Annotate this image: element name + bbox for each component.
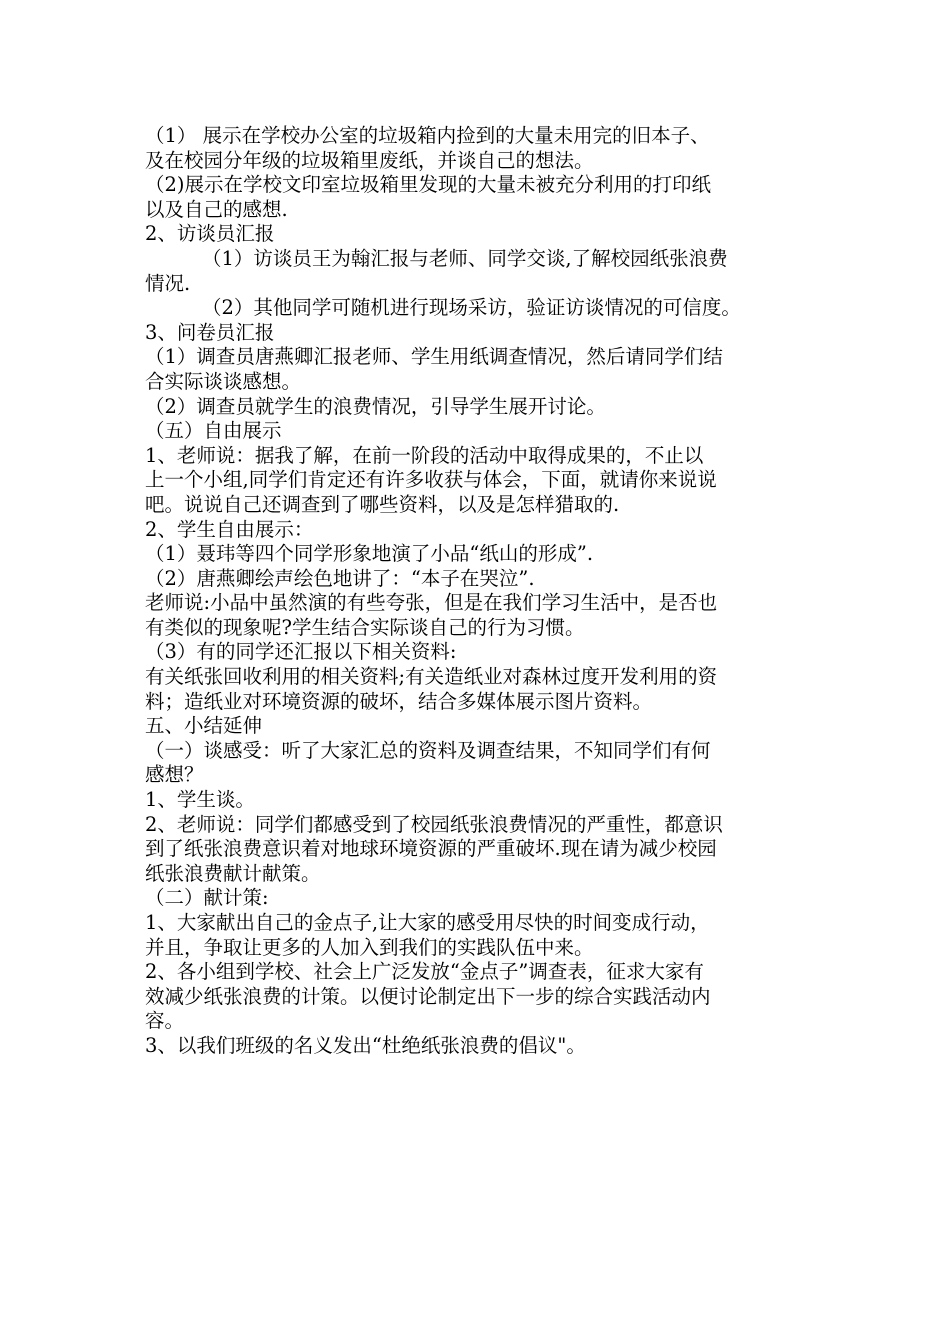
section-heading: 五、小结延伸 bbox=[145, 714, 263, 738]
paragraph-line: （2）唐燕卿绘声绘色地讲了：“本子在哭泣”. bbox=[145, 566, 535, 590]
paragraph-line: 老师说:小品中虽然演的有些夸张，但是在我们学习生活中，是否也 bbox=[145, 591, 718, 615]
paragraph-line: 吧。说说自己还调查到了哪些资料，以及是怎样猎取的. bbox=[145, 492, 620, 516]
paragraph-line: （2）其他同学可随机进行现场采访，验证访谈情况的可信度。 bbox=[202, 296, 741, 320]
paragraph-line: 容。 bbox=[145, 1009, 185, 1033]
paragraph-line: （2)展示在学校文印室垃圾箱里发现的大量未被充分利用的打印纸 bbox=[145, 173, 712, 197]
paragraph-line: 3、以我们班级的名义发出“杜绝纸张浪费的倡议"。 bbox=[145, 1033, 586, 1057]
paragraph-line: （1）访谈员王为翰汇报与老师、同学交谈,了解校园纸张浪费 bbox=[202, 246, 728, 270]
paragraph-line: 到了纸张浪费意识着对地球环境资源的严重破坏.现在请为减少校园 bbox=[145, 837, 717, 861]
paragraph-line: （1）调查员唐燕卿汇报老师、学生用纸调查情况，然后请同学们结 bbox=[145, 345, 723, 369]
paragraph-line: 以及自己的感想. bbox=[145, 197, 288, 221]
paragraph-line: 并且，争取让更多的人加入到我们的实践队伍中来。 bbox=[145, 935, 594, 959]
paragraph-line: 1、学生谈。 bbox=[145, 788, 255, 812]
paragraph-line: 上一个小组,同学们肯定还有许多收获与体会，下面，就请你来说说 bbox=[145, 468, 717, 492]
section-heading: （二）献计策: bbox=[145, 886, 269, 910]
paragraph-line: （2）调查员就学生的浪费情况，引导学生展开讨论。 bbox=[145, 394, 606, 418]
section-heading: （五）自由展示 bbox=[145, 419, 282, 443]
document-body bbox=[145, 124, 810, 1059]
paragraph-line: 感想？ bbox=[145, 763, 204, 787]
paragraph-line: 合实际谈谈感想。 bbox=[145, 369, 302, 393]
section-heading: 2、学生自由展示： bbox=[145, 517, 314, 541]
paragraph-line: 有类似的现象呢?学生结合实际谈自己的行为习惯。 bbox=[145, 615, 585, 639]
paragraph-line: （1）聂玮等四个同学形象地演了小品“纸山的形成”. bbox=[145, 542, 594, 566]
paragraph-line: 1、大家献出自己的金点子,让大家的感受用尽快的时间变成行动， bbox=[145, 911, 710, 934]
paragraph-line: （一）谈感受：听了大家汇总的资料及调查结果，不知同学们有何 bbox=[145, 738, 711, 762]
paragraph-line: 1、老师说：据我了解，在前一阶段的活动中取得成果的，不止以 bbox=[145, 443, 704, 467]
paragraph-line: 及在校园分年级的垃圾箱里废纸，并谈自己的想法。 bbox=[145, 148, 594, 172]
section-heading: 2、访谈员汇报 bbox=[145, 222, 275, 246]
paragraph-line: 料；造纸业对环境资源的破坏，结合多媒体展示图片资料。 bbox=[145, 689, 653, 713]
paragraph-line: （3）有的同学还汇报以下相关资料: bbox=[145, 640, 457, 664]
paragraph-line: 有关纸张回收利用的相关资料;有关造纸业对森林过度开发利用的资 bbox=[145, 665, 718, 689]
paragraph-line: 情况. bbox=[145, 271, 191, 295]
paragraph-line: 2、老师说：同学们都感受到了校园纸张浪费情况的严重性，都意识 bbox=[145, 812, 723, 836]
paragraph-line: （1） 展示在学校办公室的垃圾箱内捡到的大量未用完的旧本子、 bbox=[145, 124, 710, 147]
paragraph-line: 纸张浪费献计献策。 bbox=[145, 861, 321, 885]
section-heading: 3、问卷员汇报 bbox=[145, 320, 275, 344]
paragraph-line: 2、各小组到学校、社会上广泛发放“金点子”调查表，征求大家有 bbox=[145, 960, 704, 984]
paragraph-line: 效减少纸张浪费的计策。以便讨论制定出下一步的综合实践活动内 bbox=[145, 984, 711, 1008]
